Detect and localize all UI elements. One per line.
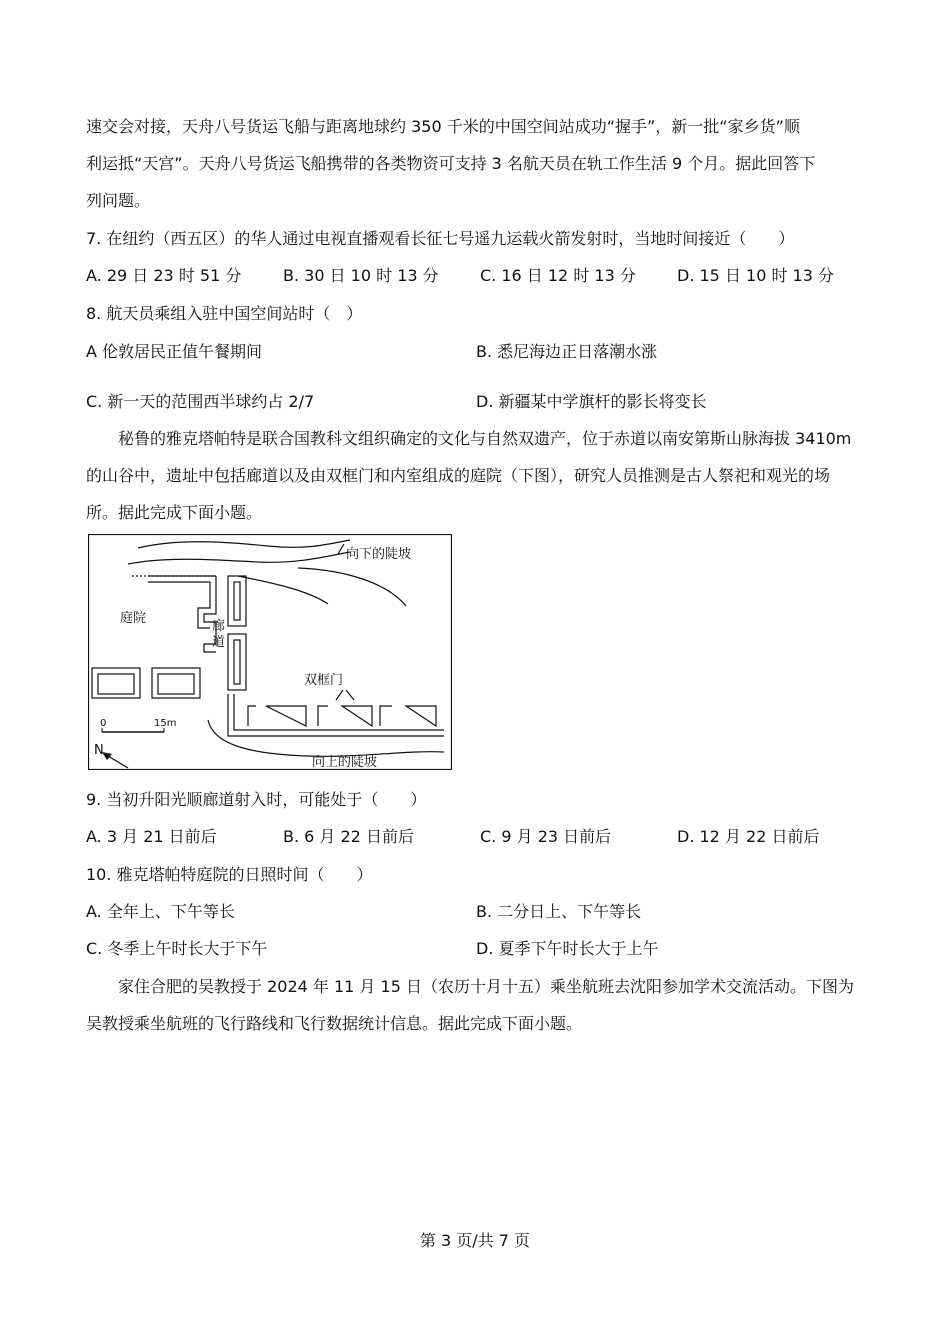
label-north: N (94, 743, 104, 758)
q8-option-c: C. 新一天的范围西半球约占 2/7 (86, 392, 315, 411)
intro-line-1: 速交会对接，天舟八号货运飞船与距离地球约 350 千米的中国空间站成功“握手”，新一批“家乡货”顺 (86, 117, 800, 136)
label-slope-down: 向下的陡坡 (346, 547, 412, 562)
label-corridor-2: 道 (212, 635, 226, 650)
intro-line-2: 利运抵“天宫”。天舟八号货运飞船携带的各类物资可支持 3 名航天员在轨工作生活 9 个月。据此回答下 (86, 154, 816, 173)
q10-option-b: B. 二分日上、下午等长 (476, 902, 642, 921)
q10-option-a: A. 全年上、下午等长 (86, 902, 235, 921)
q7-option-b: B. 30 日 10 时 13 分 (283, 266, 439, 285)
wu-line-1: 家住合肥的吴教授于 2024 年 11 月 15 日（农历十月十五）乘坐航班去沈阳参加学术交流活动。下图为 (118, 977, 854, 996)
wu-line-2: 吴教授乘坐航班的飞行路线和飞行数据统计信息。据此完成下面小题。 (86, 1014, 583, 1033)
question-10-stem: 10. 雅克塔帕特庭院的日照时间（ ） (86, 865, 373, 884)
intro-line-3: 列问题。 (86, 191, 151, 210)
label-slope-up: 向上的陡坡 (312, 755, 378, 770)
q7-option-d: D. 15 日 10 时 13 分 (677, 266, 835, 285)
q9-option-a: A. 3 月 21 日前后 (86, 827, 217, 846)
label-scale-15m: 15m (154, 718, 177, 729)
peru-line-1: 秘鲁的雅克塔帕特是联合国教科文组织确定的文化与自然双遗产，位于赤道以南安第斯山脉海拔 3410m (118, 429, 852, 448)
peru-line-2: 的山谷中，遗址中包括廊道以及由双框门和内室组成的庭院（下图），研究人员推测是古人祭祀和观光的场 (86, 466, 831, 485)
q9-option-b: B. 6 月 22 日前后 (283, 827, 414, 846)
q8-option-a: A 伦敦居民正值午餐期间 (86, 342, 263, 361)
label-scale-zero: 0 (100, 718, 107, 729)
question-7-stem: 7. 在纽约（西五区）的华人通过电视直播观看长征七号遥九运载火箭发射时，当地时间接近（ ） (86, 229, 795, 248)
q10-option-c: C. 冬季上午时长大于下午 (86, 939, 268, 958)
page-number: 第 3 页/共 7 页 (419, 1231, 531, 1250)
q9-option-d: D. 12 月 22 日前后 (677, 827, 820, 846)
label-courtyard: 庭院 (120, 611, 147, 626)
q7-option-a: A. 29 日 23 时 51 分 (86, 266, 242, 285)
site-map-figure (88, 534, 452, 770)
question-8-stem: 8. 航天员乘组入驻中国空间站时（ ） (86, 304, 363, 323)
q9-option-c: C. 9 月 23 日前后 (480, 827, 612, 846)
q8-option-d: D. 新疆某中学旗杆的影长将变长 (476, 392, 707, 411)
label-corridor-1: 廊 (212, 619, 226, 634)
question-9-stem: 9. 当初升阳光顺廊道射入时，可能处于（ ） (86, 790, 427, 809)
q10-option-d: D. 夏季下午时长大于上午 (476, 939, 659, 958)
label-double-door: 双框门 (304, 673, 344, 688)
q8-option-b: B. 悉尼海边正日落潮水涨 (476, 342, 658, 361)
peru-line-3: 所。据此完成下面小题。 (86, 503, 263, 522)
q7-option-c: C. 16 日 12 时 13 分 (480, 266, 636, 285)
